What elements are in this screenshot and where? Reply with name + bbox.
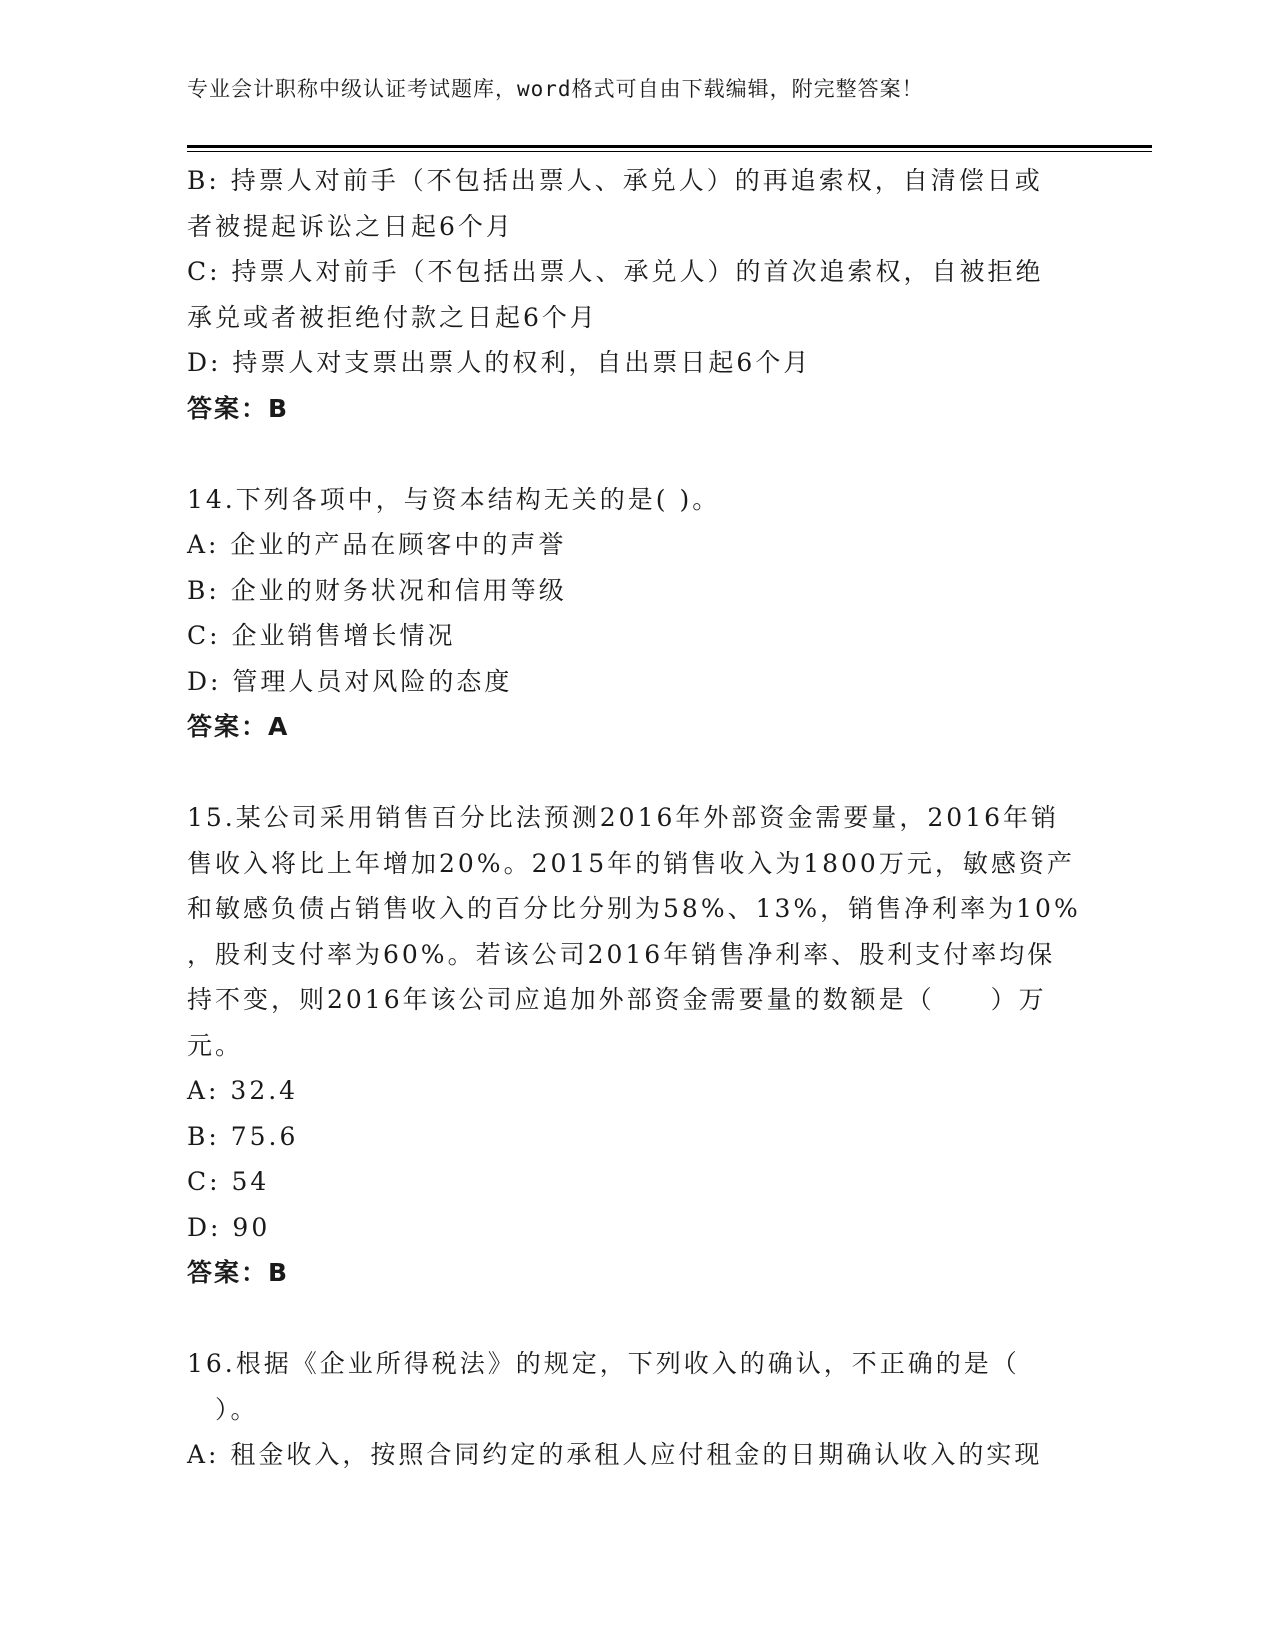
q16-option-a: A: 租金收入，按照合同约定的承租人应付租金的日期确认收入的实现 bbox=[187, 1440, 1043, 1469]
q13-option-c-line1: C: 持票人对前手（不包括出票人、承兑人）的首次追索权，自被拒绝 bbox=[187, 257, 1044, 286]
q15-question-line: 持不变，则2016年该公司应追加外部资金需要量的数额是（ ）万 bbox=[187, 985, 1047, 1014]
q15-option-a: A: 32.4 bbox=[187, 1076, 299, 1105]
q16-question-line1: 16.根据《企业所得税法》的规定，下列收入的确认，不正确的是（ bbox=[187, 1349, 1020, 1378]
q13-option-d: D: 持票人对支票出票人的权利，自出票日起6个月 bbox=[187, 348, 812, 377]
spacer bbox=[187, 431, 1087, 477]
q14-question: 14.下列各项中，与资本结构无关的是( )。 bbox=[187, 484, 721, 514]
q16-question-line2: ）。 bbox=[187, 1394, 259, 1424]
q13-option-b-line2: 者被提起诉讼之日起6个月 bbox=[187, 211, 514, 241]
q15-option-c: C: 54 bbox=[187, 1167, 270, 1196]
q13-option-b-line1: B: 持票人对前手（不包括出票人、承兑人）的再追索权，自清偿日或 bbox=[187, 166, 1043, 195]
page-header: 专业会计职称中级认证考试题库，word格式可自由下载编辑，附完整答案！ bbox=[187, 77, 924, 101]
q14-option-d: D: 管理人员对风险的态度 bbox=[187, 666, 513, 696]
q15-option-b: B: 75.6 bbox=[187, 1121, 299, 1151]
q15-question-line: 15.某公司采用销售百分比法预测2016年外部资金需要量，2016年销 bbox=[187, 803, 1060, 832]
q14-answer: 答案：A bbox=[187, 712, 290, 741]
q15-question-line: ，股利支付率为60%。若该公司2016年销售净利率、股利支付率均保 bbox=[187, 939, 1056, 969]
q15-option-d: D: 90 bbox=[187, 1212, 271, 1242]
header-rule-thick bbox=[187, 145, 1152, 148]
q15-question-line: 和敏感负债占销售收入的百分比分别为58%、13%，销售净利率为10% bbox=[187, 894, 1081, 923]
q15-question-line: 售收入将比上年增加20%。2015年的销售收入为1800万元，敏感资产 bbox=[187, 848, 1075, 878]
spacer bbox=[187, 750, 1087, 796]
q15-answer: 答案：B bbox=[187, 1258, 290, 1287]
q13-option-c-line2: 承兑或者被拒绝付款之日起6个月 bbox=[187, 302, 598, 332]
q13-answer: 答案：B bbox=[187, 393, 290, 423]
q14-option-a: A: 企业的产品在顾客中的声誉 bbox=[187, 530, 567, 559]
document-body bbox=[187, 158, 1087, 1478]
q14-option-b: B: 企业的财务状况和信用等级 bbox=[187, 575, 567, 605]
q14-option-c: C: 企业销售增长情况 bbox=[187, 621, 456, 650]
header-rule-thin bbox=[187, 151, 1152, 152]
spacer bbox=[187, 1296, 1087, 1342]
q15-question-line: 元。 bbox=[187, 1030, 244, 1060]
